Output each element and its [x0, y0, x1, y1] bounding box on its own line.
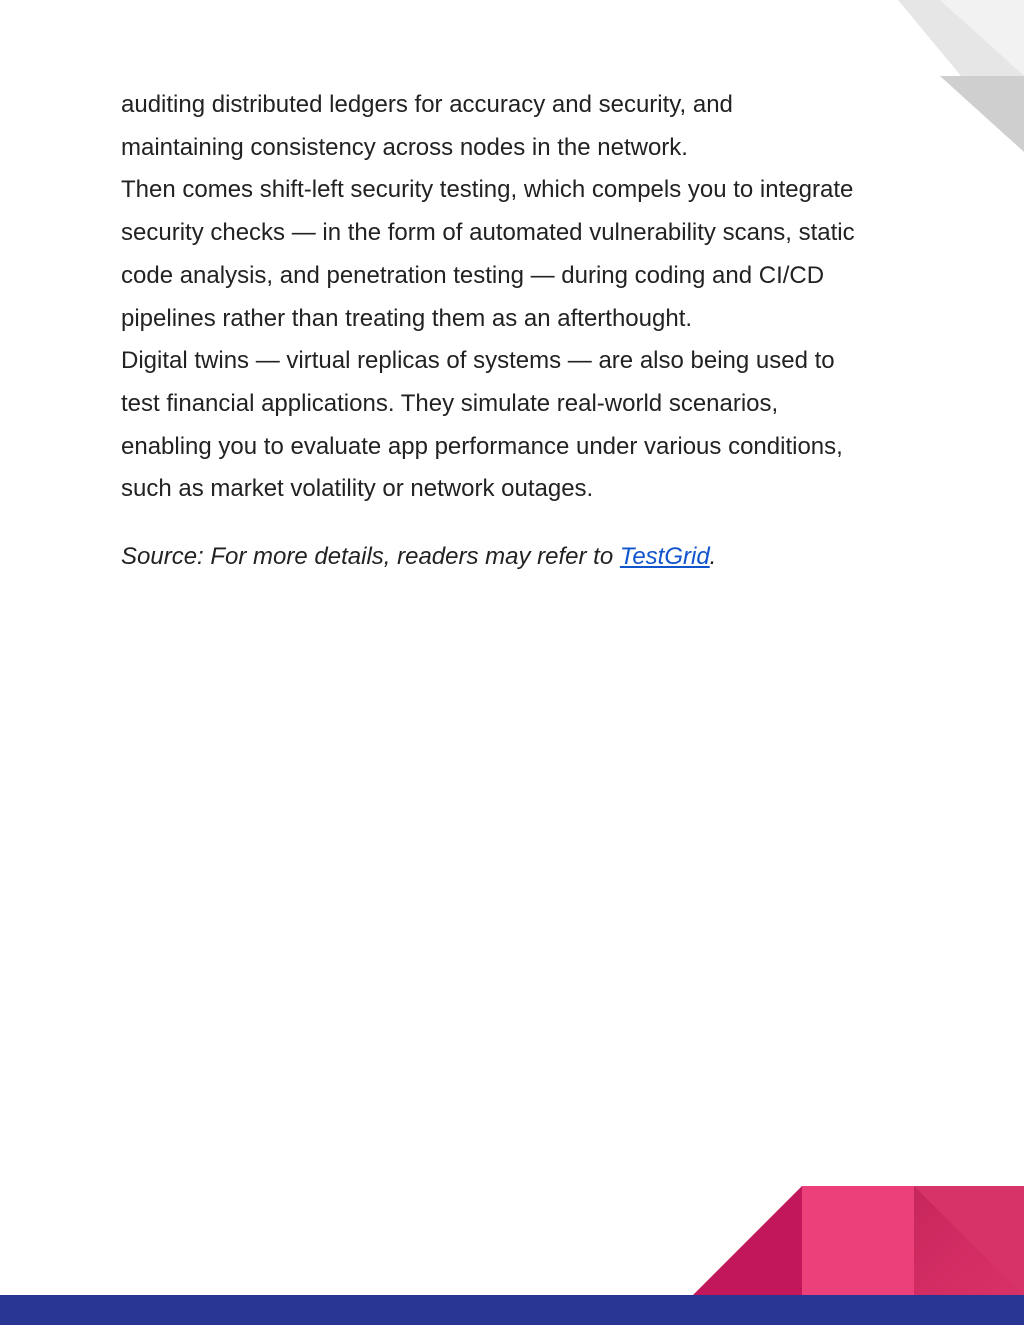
text-line: such as market volatility or network outages. — [121, 475, 594, 503]
text-line: test financial applications. They simulate real-world scenarios, — [121, 389, 779, 417]
document-body — [121, 84, 911, 578]
text-line: Digital twins — virtual replicas of systems — are also being used to — [121, 347, 835, 375]
source-prefix: Source: For more details, readers may refer to — [121, 543, 620, 571]
text-line: maintaining consistency across nodes in the network. — [121, 133, 688, 161]
text-line: enabling you to evaluate app performance under various conditions, — [121, 432, 843, 460]
testgrid-link[interactable]: TestGrid — [619, 543, 710, 571]
text-line: Then comes shift-left security testing, which compels you to integrate — [121, 176, 854, 204]
text-line: auditing distributed ledgers for accuracy and security, and — [121, 91, 733, 118]
footer-decoration — [0, 1185, 1024, 1325]
text-line: pipelines rather than treating them as an afterthought. — [121, 304, 693, 332]
source-suffix: . — [709, 543, 717, 571]
paragraph-shift-left — [121, 169, 911, 340]
footer-bar — [0, 1295, 1024, 1325]
source-citation — [121, 536, 911, 578]
paragraph-digital-twins — [121, 340, 911, 511]
paragraph-ledgers — [121, 84, 911, 169]
text-line: security checks — in the form of automated vulnerability scans, static — [121, 219, 855, 247]
text-line: code analysis, and penetration testing — during coding and CI/CD — [121, 261, 825, 289]
